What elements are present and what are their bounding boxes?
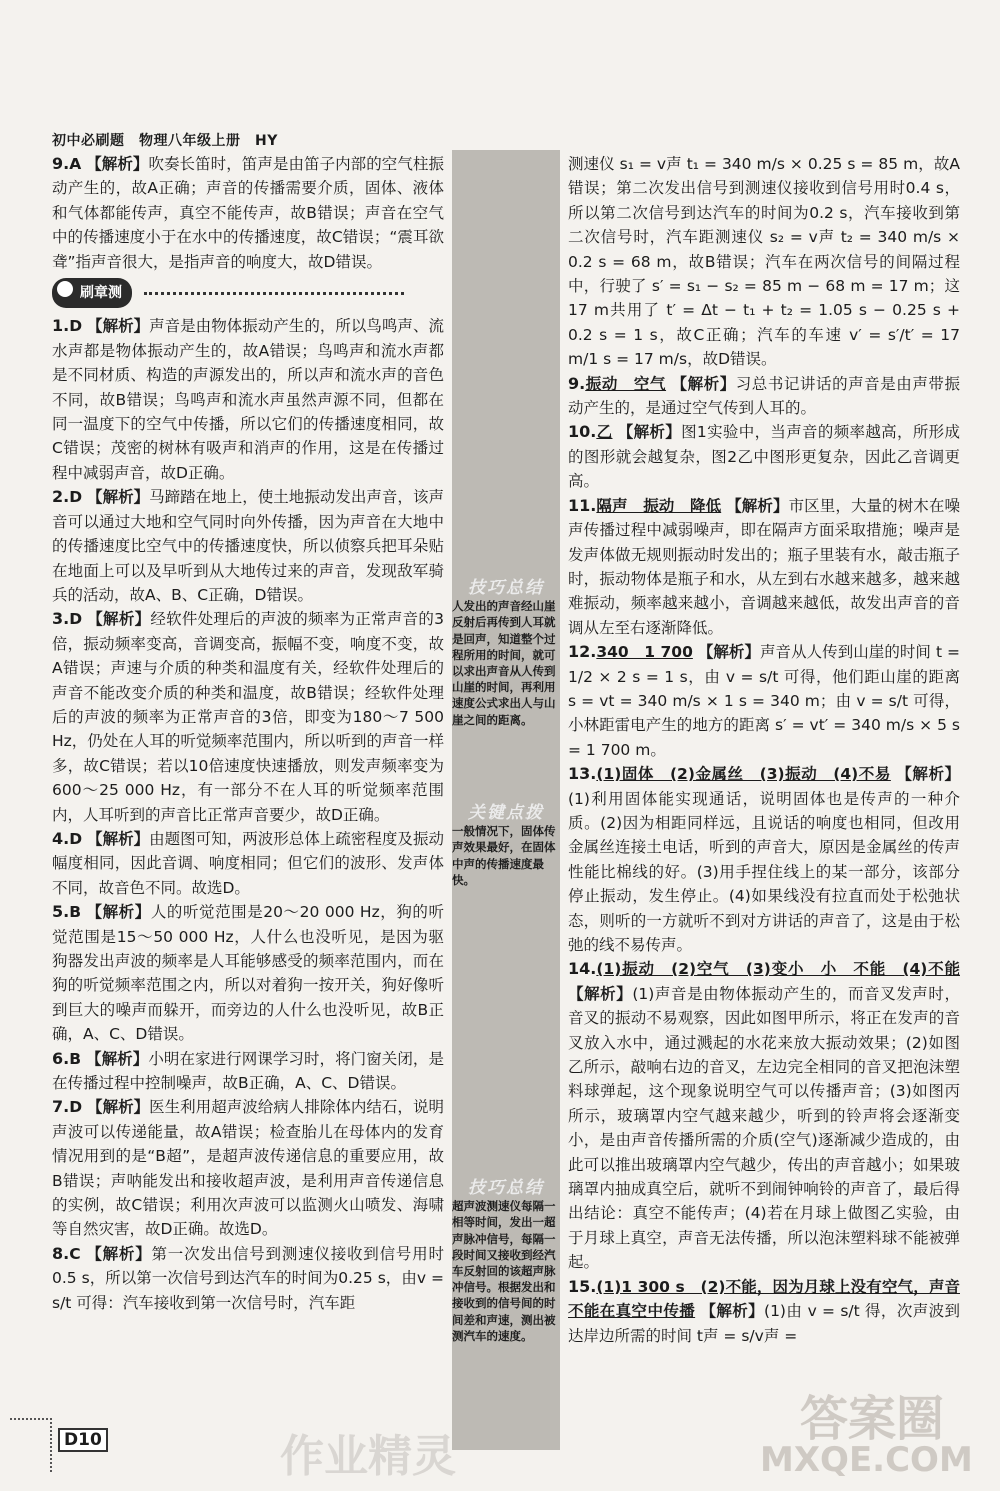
answer-item <box>568 372 960 421</box>
item-number: 3. <box>52 609 70 629</box>
analysis-text: 小明在家进行网课学习时，将门窗关闭，是在传播过程中控制噪声，故B正确，A、C、D错误。 <box>52 1049 444 1093</box>
analysis-tag: 【解析】 <box>87 610 151 629</box>
analysis-tag: 【解析】 <box>87 829 150 848</box>
chapter-heading <box>52 278 404 308</box>
item-answer: D <box>69 488 83 507</box>
item-number: 13. <box>568 764 597 784</box>
item-answer: 隔声 振动 降低 <box>596 496 722 515</box>
answer-item <box>568 1275 960 1348</box>
tip-title: 关键点拨 <box>468 803 544 823</box>
analysis-text: 图1实验中，当声音的频率越高，所形成的图形就会越复杂，图2乙中图形更复杂，因此乙音调更高。 <box>568 423 960 491</box>
item-answer: B <box>69 1049 82 1068</box>
item-number: 9. <box>52 154 70 173</box>
analysis-tag: 【解析】 <box>896 765 960 784</box>
chapter-label: 刷章测 <box>80 285 122 302</box>
analysis-tag: 【解析】 <box>86 1244 152 1263</box>
item-answer: C <box>69 1244 81 1263</box>
item-number: 6. <box>52 1048 70 1068</box>
tip-box <box>452 580 560 728</box>
analysis-text: 医生利用超声波给病人排除体内结石，说明声波可以传递能量，故A错误；检查胎儿在母体内的发育情况用到的是“B超”，是超声波传递信息的重要应用，故B错误；声呐能发出和接收超声波，是利用声音传递信息的实例，故C错误；利用次声波可以监测火山喷发、海啸等自然灾害，故D正确。故选D。 <box>52 1098 444 1239</box>
item-answer: D <box>69 317 83 336</box>
analysis-text: 吹奏长笛时，笛声是由笛子内部的空气柱振动产生的，故A正确；声音的传播需要介质，固体、液体和气体都能传声，真空不能传声，故B错误；声音在空气中的传播速度小于在水中的传播速度，故C错误；“震耳欲聋”指声音很大，是指声音的响度大，故D错误。 <box>52 155 444 271</box>
watermark: MXQE.COM <box>760 1440 973 1480</box>
answer-item <box>568 957 960 1274</box>
item-number: 5. <box>52 902 70 922</box>
answer-item <box>52 827 444 900</box>
tip-box <box>452 805 560 888</box>
analysis-tag: 【解析】 <box>617 423 682 442</box>
answer-item <box>52 607 444 827</box>
item-number: 11. <box>568 495 597 515</box>
analysis-text: 第一次发出信号到测速仪接收到信号用时0.5 s，所以第一次信号到达汽车的时间为0.25 s，由v = s/t 可得：汽车接收到第一次信号时，汽车距 <box>52 1244 444 1312</box>
analysis-text: 由题图可知，两波形总体上疏密程度及振动幅度相同，因此音调、响度相同；但它们的波形、发声体不同，故音色不同。故选D。 <box>52 829 444 897</box>
answer-item <box>52 900 444 1046</box>
watermark: 答案圈 <box>800 1391 945 1447</box>
analysis-tag: 【解析】 <box>568 984 633 1003</box>
answer-item <box>52 485 444 607</box>
tip-text: 超声波测速仪每隔一相等时间，发出一超声脉冲信号，每隔一段时间又接收到经汽车反射回的该超声脉冲信号。根据发出和接收到的信号间的时间差和声速，测出被测汽车的速度。 <box>452 1199 556 1343</box>
analysis-tag: 【解析】 <box>86 1049 149 1068</box>
answer-item <box>568 152 960 372</box>
item-answer: (1)振动 (2)空气 (3)变小 小 不能 (4)不能 <box>596 960 960 979</box>
analysis-text: (1)由 v = s/t 得，次声波到达岸边所需的时间 t声 = s/v声 = <box>568 1302 960 1345</box>
item-number: 9. <box>568 373 586 393</box>
chapter-badge <box>52 278 132 308</box>
answer-item <box>52 314 444 485</box>
answer-item <box>568 640 960 762</box>
brush-icon <box>57 281 73 297</box>
item-number: 12. <box>568 642 597 662</box>
item-answer: 振动 空气 <box>585 374 667 393</box>
item-number: 7. <box>52 1097 70 1117</box>
page-header: 初中必刷题 物理八年级上册 HY <box>52 133 278 149</box>
answer-item <box>568 762 960 957</box>
analysis-text: 市区里，大量的树木在噪声传播过程中减弱噪声，即在隔声方面采取措施；噪声是发声体做无规则振动时发出的；瓶子里装有水，敲击瓶子时，振动物体是瓶子和水，从左到右水越来越多，越来越难振动，频率越来越小，音调越来越低，故发出声音的音调从左至右逐渐降低。 <box>568 496 960 637</box>
analysis-tag: 【解析】 <box>726 496 789 515</box>
analysis-tag: 【解析】 <box>86 155 149 173</box>
answer-item <box>52 1095 444 1241</box>
dotted-divider <box>144 291 404 295</box>
answer-item <box>568 420 960 493</box>
analysis-text: 测速仪 s₁ = v声 t₁ = 340 m/s × 0.25 s = 85 m，故A错误；第二次发出信号到测速仪接收到信号用时0.4 s，所以第二次信号到达汽车的时间为0.2 s，汽车接收到第二次信号时，汽车距测速仪 s₂ = v声 t₂ = 340 m/s × 0.2 s = 68 m，故B错误；汽车在两次信号的间隔过程中，行驶了 s′ = s₁ − s₂ = 85 m − 68 m = 17 m；这17 m共用了 t′ = Δt − t₁ + t₂ = 1.05 s − 0.25 s + 0.2 s = 1 s，故C正确；汽车的车速 v′ = s′/t′ = 17 m/1 s = 17 m/s，故D错误。 <box>568 155 960 369</box>
watermark: 作业精灵 <box>280 1431 456 1482</box>
item-number: 2. <box>52 487 70 507</box>
page-number: D10 <box>58 1428 108 1452</box>
item-answer: 乙 <box>596 423 613 442</box>
item-answer: D <box>69 829 83 848</box>
analysis-tag: 【解析】 <box>87 317 150 336</box>
item-number: 14. <box>568 959 597 979</box>
analysis-tag: 【解析】 <box>87 1098 150 1117</box>
analysis-text: 声音是由物体振动产生的，所以鸟鸣声、流水声都是物体振动产生的，故A错误；鸟鸣声和流水声都是不同材质、构造的声源发出的，所以声和流水声的音色不同，故B错误；鸟鸣声和流水声虽然声源不同，但都在同一温度下的空气中传播，所以它们的传播速度相同，故C错误；茂密的树林有吸声和消声的作用，这是在传播过程中减弱声音，故D正确。 <box>52 317 444 482</box>
analysis-tag: 【解析】 <box>700 1302 765 1321</box>
item-answer: B <box>69 903 82 922</box>
analysis-text: 声音从人传到山崖的时间 t = 1/2 × 2 s = 1 s，由 v = s/t 可得，他们距山崖的距离 s = vt = 340 m/s × 1 s = 340 m；由 v = s/t 可得，小林距雷电产生的地方的距离 s′ = vt′ = 340 m/s × 5 s = 1 700 m。 <box>568 643 960 759</box>
right-column <box>568 152 960 1348</box>
tip-box <box>452 1180 560 1344</box>
item-number: 8. <box>52 1243 70 1263</box>
answer-item <box>52 1047 444 1096</box>
analysis-text: 马蹄踏在地上，使土地振动发出声音，该声音可以通过大地和空气同时向外传播，因为声音在大地中的传播速度比空气中的传播速度快，所以侦察兵把耳朵贴在地面上可以及早听到从大地传过来的声音，发现敌军骑兵的活动，故A、B、C正确，D错误。 <box>52 488 444 604</box>
item-answer: D <box>69 610 83 629</box>
tip-text: 人发出的声音经山崖反射后再传到人耳就是回声，知道整个过程所用的时间，就可以求出声音从人传到山崖的时间，再利用速度公式求出人与山崖之间的距离。 <box>452 599 556 727</box>
answer-item <box>52 152 444 274</box>
analysis-text: 人的听觉范围是20～20 000 Hz，狗的听觉范围是15～50 000 Hz，人什么也没听见，是因为驱狗器发出声波的频率是人耳能够感受的频率范围内，而在狗的听觉频率范围之内，所以对着狗一按开关，狗好像听到巨大的噪声而躲开，而旁边的人什么也没听见，故B正确，A、C、D错误。 <box>52 903 444 1044</box>
analysis-text: 经软件处理后的声波的频率为正常声音的3倍，振动频率变高，音调变高，振幅不变，响度不变，故A错误；声速与介质的种类和温度有关，经软件处理后的声音不能改变介质的种类和温度，故B错误；经软件处理后的声波的频率为正常声音的3倍，即变为180～7 500 Hz，仍处在人耳的听觉频率范围内，所以听到的声音一样多，故C错误；若以10倍速度快速播放，则发声频率变为600～25 000 Hz，有一部分不在人耳的听觉频率范围内，人耳听到的声音比正常声音要少，故D正确。 <box>52 610 444 824</box>
analysis-tag: 【解析】 <box>697 643 761 662</box>
tip-title: 技巧总结 <box>468 578 544 598</box>
analysis-text: (1)声音是由物体振动产生的，而音叉发声时，音叉的振动不易观察，因此如图甲所示，将正在发声的音叉放入水中，通过溅起的水花来放大振动效果；(2)如图乙所示，敲响右边的音叉，左边完全相同的音叉把泡沫塑料球弹起，这个现象说明空气可以传播声音；(3)如图丙所示，玻璃罩内空气越来越少，听到的铃声将会逐渐变小，是由声音传播所需的介质(空气)逐渐减少造成的，由此可以推出玻璃罩内空气越少，传出的声音越小；如果玻璃罩内抽成真空后，就听不到闹钟响铃的声音了，最后得出结论：真空不能传声；(4)若在月球上做图乙实验，由于月球上真空，声音无法传播，所以泡沫塑料球不能被弹起。 <box>568 984 960 1272</box>
analysis-tag: 【解析】 <box>87 488 150 507</box>
analysis-text: 习总书记讲话的声音是由声带振动产生的，是通过空气传到人耳的。 <box>568 374 960 418</box>
item-number: 10. <box>568 422 597 442</box>
item-answer: (1)固体 (2)金属丝 (3)振动 (4)不易 <box>596 765 891 784</box>
item-answer: D <box>69 1098 83 1117</box>
analysis-text: (1)利用固体能实现通话，说明固体也是传声的一种介质。(2)因为相距同样远，且说话的响度也相同，但改用金属丝连接土电话，听到的声音大，原因是金属丝的传声性能比棉线的好。(3)用手捏住线上的某一部分，该部分停止振动，发生停止。(4)如果线没有拉直而处于松弛状态，则听的一方就听不到对方讲话的声音了，这是由于松弛的线不易传声。 <box>568 789 960 954</box>
tip-title: 技巧总结 <box>468 1178 544 1198</box>
corner-dotted-mark <box>10 1418 52 1472</box>
analysis-tag: 【解析】 <box>671 374 736 393</box>
item-number: 15. <box>568 1276 597 1296</box>
item-number: 1. <box>52 316 70 336</box>
item-answer: A <box>69 155 82 173</box>
item-answer: (1)1 300 s (2)不能，因为月球上没有空气，声音不能在真空中传播 <box>568 1277 960 1321</box>
tip-text: 一般情况下，固体传声效果最好，在固体中声的传播速度最快。 <box>452 824 556 887</box>
analysis-tag: 【解析】 <box>86 903 151 922</box>
item-answer: 340 1 700 <box>596 643 693 662</box>
item-number: 4. <box>52 828 70 848</box>
answer-item <box>52 1242 444 1315</box>
answer-item <box>568 494 960 640</box>
left-column <box>52 152 444 1315</box>
